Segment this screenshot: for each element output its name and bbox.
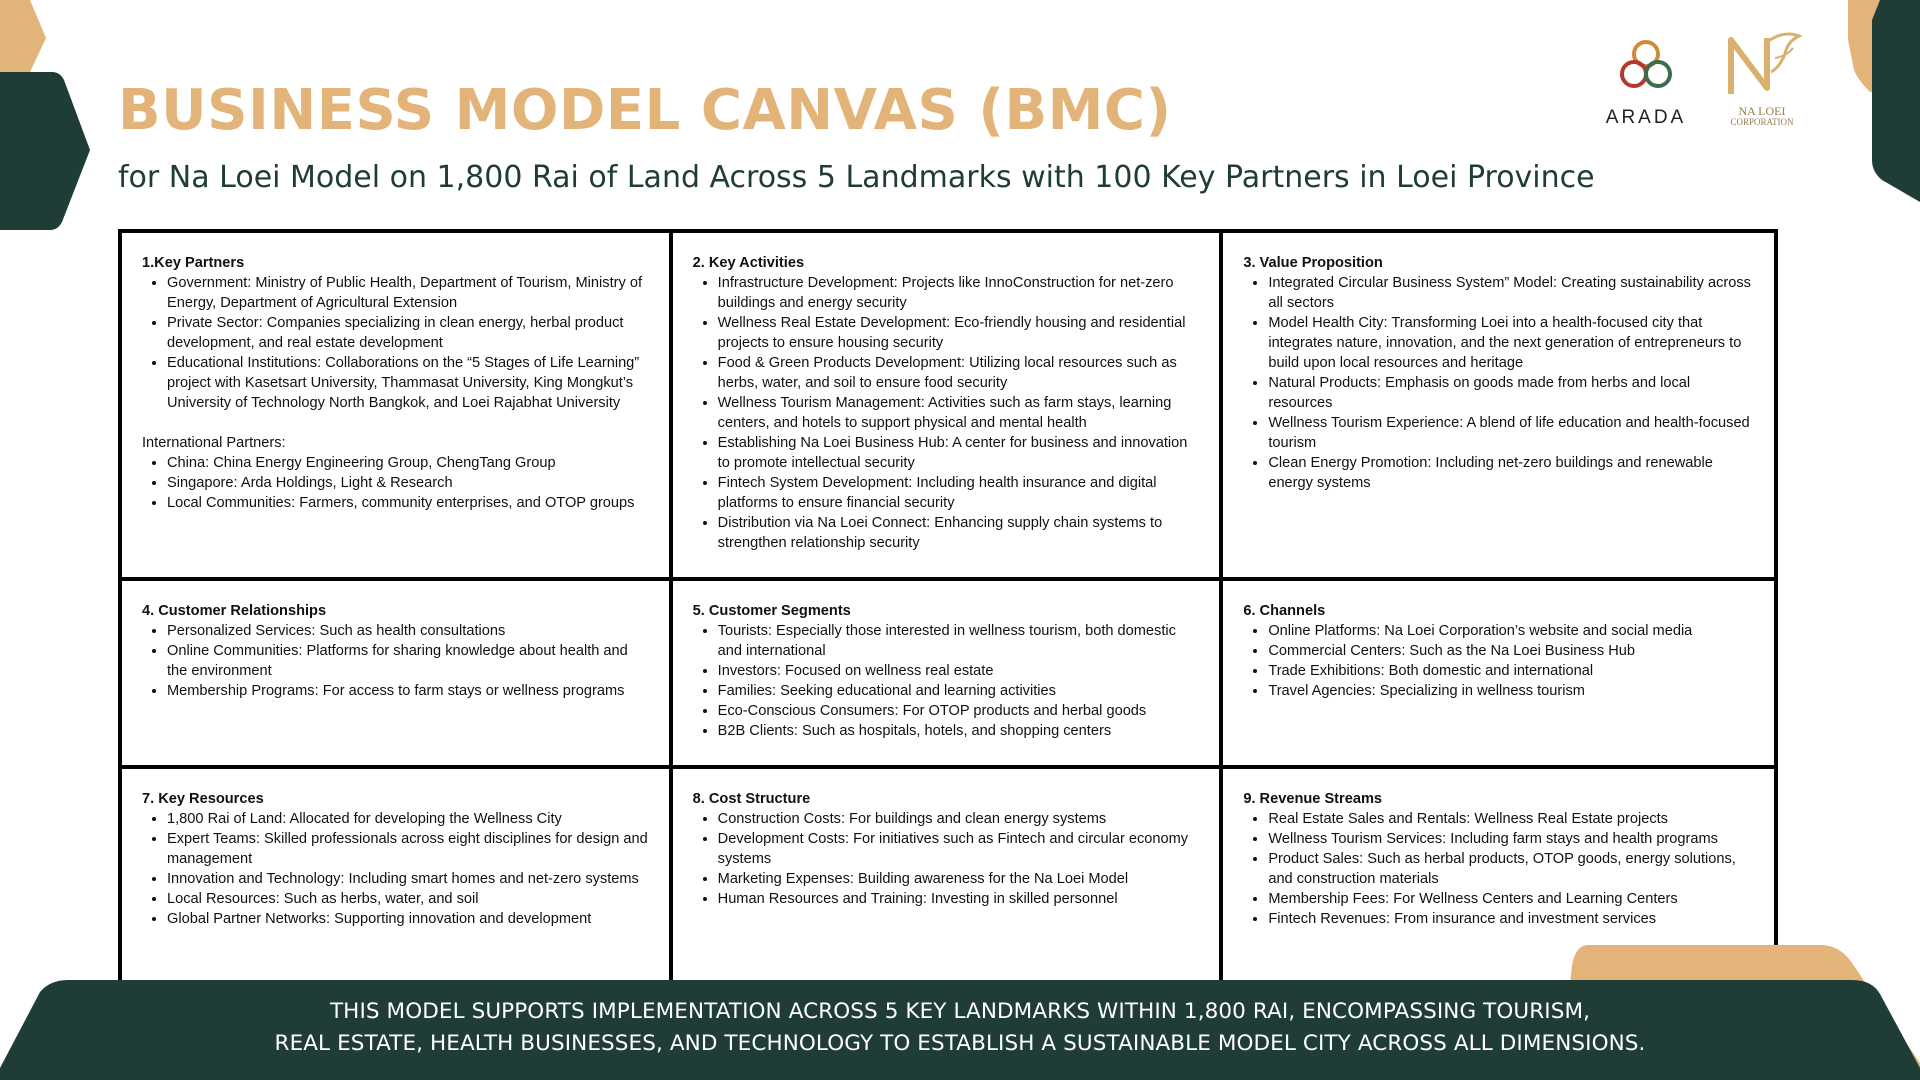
block-title: 7. Key Resources	[142, 791, 264, 807]
list-item: • Clean Energy Promotion: Including net-zero buildings and renewable energy systems	[1268, 453, 1754, 493]
list-item: • Wellness Tourism Services: Including farm stays and health programs	[1268, 829, 1754, 849]
list-item: • Fintech System Development: Including health insurance and digital platforms to ensure financial security	[718, 473, 1200, 513]
footer-line-2: REAL ESTATE, HEALTH BUSINESSES, AND TECHNOLOGY TO ESTABLISH A SUSTAINABLE MODEL CITY ACROSS ALL DIMENSIONS.	[274, 1031, 1646, 1056]
footer-statement	[0, 976, 1920, 1080]
list-item: • Construction Costs: For buildings and clean energy systems	[718, 809, 1200, 829]
business-model-canvas-grid	[118, 229, 1778, 989]
naloei-logo	[1712, 28, 1812, 127]
block-key-partners	[122, 233, 673, 581]
list-item: • Establishing Na Loei Business Hub: A center for business and innovation to promote intellectual security	[718, 433, 1200, 473]
block-customer-segments	[673, 581, 1224, 769]
bullet-list	[693, 621, 1200, 741]
bullet-list	[1243, 273, 1754, 493]
list-item: • Investors: Focused on wellness real estate	[718, 661, 1200, 681]
footer-line-1: THIS MODEL SUPPORTS IMPLEMENTATION ACROSS 5 KEY LANDMARKS WITHIN 1,800 RAI, ENCOMPASSING TOURISM,	[329, 999, 1591, 1024]
bullet-list	[142, 273, 649, 413]
decor-top-left-gold	[0, 0, 50, 80]
list-item: • Product Sales: Such as herbal products, OTOP goods, energy solutions, and construction materials	[1268, 849, 1754, 889]
block-cost-structure	[673, 769, 1224, 985]
arada-flower-icon	[1614, 36, 1678, 100]
list-item: • Personalized Services: Such as health consultations	[167, 621, 649, 641]
list-item: • Educational Institutions: Collaborations on the “5 Stages of Life Learning” project with Kasetsart University, Thammasat University, King Mongkut’s University of Technology North Bangkok, and Loei Rajabhat University	[167, 353, 649, 413]
list-item: • Integrated Circular Business System” Model: Creating sustainability across all sectors	[1268, 273, 1754, 313]
list-item: • Marketing Expenses: Building awareness for the Na Loei Model	[718, 869, 1200, 889]
list-item: • Private Sector: Companies specializing in clean energy, herbal product development, and real estate development	[167, 313, 649, 353]
list-item: • Online Platforms: Na Loei Corporation’s website and social media	[1268, 621, 1754, 641]
list-item: • Travel Agencies: Specializing in wellness tourism	[1268, 681, 1754, 701]
list-item: • Development Costs: For initiatives such as Fintech and circular economy systems	[718, 829, 1200, 869]
list-item: • Infrastructure Development: Projects like InnoConstruction for net-zero buildings and energy security	[718, 273, 1200, 313]
list-item: • Eco-Conscious Consumers: For OTOP products and herbal goods	[718, 701, 1200, 721]
block-title: 5. Customer Segments	[692, 603, 851, 619]
list-item: • Distribution via Na Loei Connect: Enhancing supply chain systems to strengthen relationship security	[718, 513, 1200, 553]
list-item: • Human Resources and Training: Investing in skilled personnel	[718, 889, 1200, 909]
list-item: • Food & Green Products Development: Utilizing local resources such as herbs, water, and soil to ensure food security	[718, 353, 1200, 393]
block-title: 6. Channels	[1243, 603, 1326, 619]
bullet-list	[693, 809, 1200, 909]
block-value-proposition	[1223, 233, 1774, 581]
list-item: • Real Estate Sales and Rentals: Wellness Real Estate projects	[1268, 809, 1754, 829]
page-title: BUSINESS MODEL CANVAS (BMC)	[118, 78, 1172, 143]
list-item: • Local Resources: Such as herbs, water, and soil	[167, 889, 649, 909]
list-item: • Model Health City: Transforming Loei into a health-focused city that integrates nature, innovation, and the next generation of entrepreneurs to build upon local resources and heritage	[1268, 313, 1754, 373]
list-item: • Families: Seeking educational and learning activities	[718, 681, 1200, 701]
block-title: 4. Customer Relationships	[142, 603, 327, 619]
list-item: • Fintech Revenues: From insurance and investment services	[1268, 909, 1754, 929]
list-item: • Government: Ministry of Public Health, Department of Tourism, Ministry of Energy, Department of Agricultural Extension	[167, 273, 649, 313]
list-item: • Commercial Centers: Such as the Na Loei Business Hub	[1268, 641, 1754, 661]
naloei-logo-line1: NA LOEI	[1738, 104, 1786, 118]
decor-left-green	[0, 72, 92, 232]
block-key-activities	[673, 233, 1224, 581]
list-item: • Local Communities: Farmers, community enterprises, and OTOP groups	[167, 493, 649, 513]
list-item: • Wellness Tourism Management: Activities such as farm stays, learning centers, and hotels to support physical and mental health	[718, 393, 1200, 433]
list-item: • B2B Clients: Such as hospitals, hotels, and shopping centers	[718, 721, 1200, 741]
bullet-list	[693, 273, 1200, 553]
block-title: 1.Key Partners	[142, 255, 245, 271]
block-key-resources	[122, 769, 673, 985]
bullet-list	[142, 453, 649, 513]
naloei-logo-line2: CORPORATION	[1730, 117, 1794, 127]
bullet-list	[1243, 621, 1754, 701]
list-item: • Expert Teams: Skilled professionals across eight disciplines for design and management	[167, 829, 649, 869]
list-item: • China: China Energy Engineering Group, ChengTang Group	[167, 453, 649, 473]
bullet-list	[1243, 809, 1754, 929]
page-subtitle: for Na Loei Model on 1,800 Rai of Land Across 5 Landmarks with 100 Key Partners in Loei Province	[118, 160, 1595, 195]
list-item: • Wellness Tourism Experience: A blend of life education and health-focused tourism	[1268, 413, 1754, 453]
list-item: • Online Communities: Platforms for sharing knowledge about health and the environment	[167, 641, 649, 681]
list-item: • Membership Programs: For access to farm stays or wellness programs	[167, 681, 649, 701]
list-item: • Trade Exhibitions: Both domestic and international	[1268, 661, 1754, 681]
sub-label: International Partners:	[142, 435, 286, 451]
block-customer-relationships	[122, 581, 673, 769]
list-item: • Tourists: Especially those interested in wellness tourism, both domestic and international	[718, 621, 1200, 661]
block-title: 8. Cost Structure	[692, 791, 811, 807]
bullet-list	[142, 809, 649, 929]
list-item: • 1,800 Rai of Land: Allocated for developing the Wellness City	[167, 809, 649, 829]
arada-logo-text: ARADA	[1605, 107, 1687, 128]
block-channels	[1223, 581, 1774, 769]
list-item: • Natural Products: Emphasis on goods made from herbs and local resources	[1268, 373, 1754, 413]
list-item: • Wellness Real Estate Development: Eco-friendly housing and residential projects to ensure housing security	[718, 313, 1200, 353]
arada-logo	[1596, 36, 1696, 129]
list-item: • Membership Fees: For Wellness Centers and Learning Centers	[1268, 889, 1754, 909]
block-title: 3. Value Proposition	[1243, 255, 1383, 271]
decor-right-green	[1870, 0, 1920, 205]
naloei-monogram-icon	[1717, 28, 1807, 100]
list-item: • Singapore: Arda Holdings, Light & Research	[167, 473, 649, 493]
bullet-list	[142, 621, 649, 701]
block-title: 2. Key Activities	[692, 255, 805, 271]
list-item: • Innovation and Technology: Including smart homes and net-zero systems	[167, 869, 649, 889]
block-title: 9. Revenue Streams	[1243, 791, 1383, 807]
list-item: • Global Partner Networks: Supporting innovation and development	[167, 909, 649, 929]
